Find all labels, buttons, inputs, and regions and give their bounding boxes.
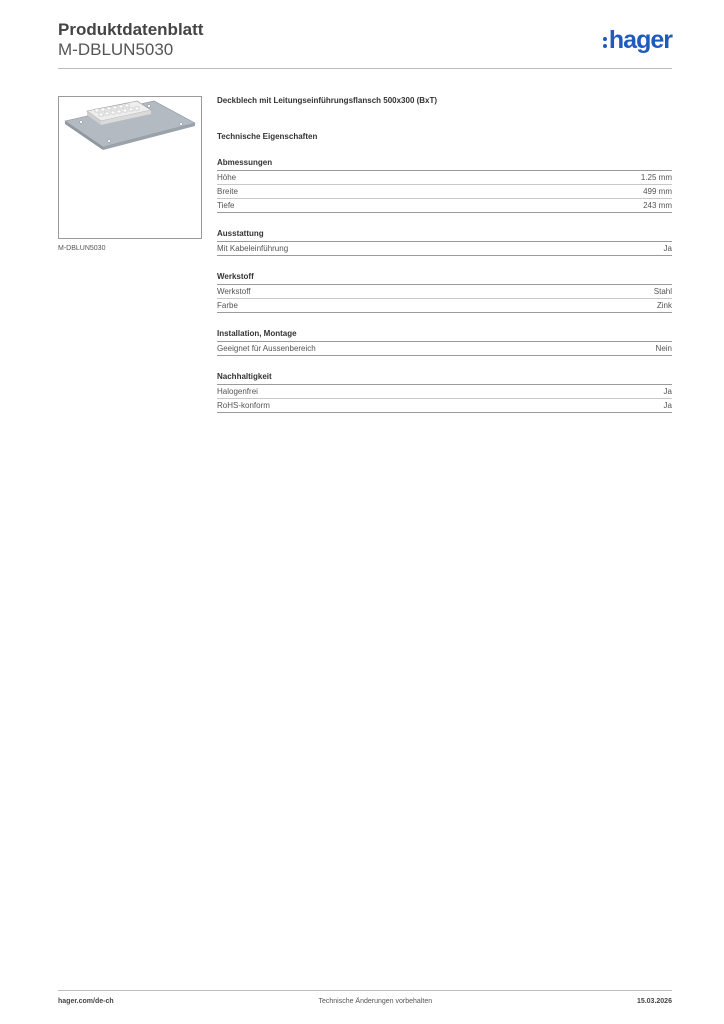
logo-text: hager xyxy=(608,26,672,54)
spec-row xyxy=(217,242,672,256)
spec-value: 499 mm xyxy=(643,187,672,196)
spec-group-title: Abmessungen xyxy=(217,158,672,171)
spec-value: Nein xyxy=(655,344,672,353)
spec-value: Stahl xyxy=(653,287,672,296)
spec-row xyxy=(217,171,672,185)
spec-value: Ja xyxy=(663,387,672,396)
spec-value: 1.25 mm xyxy=(640,173,672,182)
spec-group-dimensions xyxy=(217,158,672,213)
section-title-technical-properties: Technische Eigenschaften xyxy=(217,132,318,141)
spec-value: Zink xyxy=(656,301,672,310)
spec-group-installation xyxy=(217,329,672,356)
spec-label: Farbe xyxy=(217,301,238,310)
spec-row xyxy=(217,342,672,356)
spec-group-equipment xyxy=(217,229,672,256)
product-image-frame xyxy=(58,96,202,239)
document-subtitle: M-DBLUN5030 xyxy=(58,40,174,59)
spec-group-material xyxy=(217,272,672,313)
spec-group-sustainability xyxy=(217,372,672,413)
document-title: Produktdatenblatt xyxy=(58,20,204,39)
product-image-caption: M-DBLUN5030 xyxy=(58,245,106,252)
spec-label: Mit Kabeleinführung xyxy=(217,244,289,253)
product-description: Deckblech mit Leitungseinführungsflansch 500x300 (BxT) xyxy=(217,96,438,105)
spec-label: Höhe xyxy=(217,173,237,182)
footer-divider xyxy=(58,990,672,991)
logo-dots-icon xyxy=(603,37,607,48)
cover-plate-with-cable-entry-flange-image xyxy=(59,97,201,238)
spec-group-title: Ausstattung xyxy=(217,229,672,242)
spec-group-title: Nachhaltigkeit xyxy=(217,372,672,385)
spec-label: Tiefe xyxy=(217,201,235,210)
spec-row xyxy=(217,285,672,299)
spec-row xyxy=(217,199,672,213)
spec-group-title: Installation, Montage xyxy=(217,329,672,342)
spec-label: Werkstoff xyxy=(217,287,251,296)
spec-value: Ja xyxy=(663,244,672,253)
footer-date: 15.03.2026 xyxy=(636,998,672,1005)
spec-label: Geeignet für Aussenbereich xyxy=(217,344,316,353)
product-specifications xyxy=(217,96,672,413)
page-footer xyxy=(58,998,672,1005)
spec-row xyxy=(217,385,672,399)
spec-value: 243 mm xyxy=(643,201,672,210)
footer-notice: Technische Änderungen vorbehalten xyxy=(318,998,433,1005)
spec-label: RoHS-konform xyxy=(217,401,270,410)
hager-logo xyxy=(603,26,672,54)
header-divider xyxy=(58,68,672,69)
spec-row xyxy=(217,299,672,313)
spec-row xyxy=(217,185,672,199)
spec-row xyxy=(217,399,672,413)
page-header xyxy=(58,20,672,68)
footer-website-link[interactable]: hager.com/de-ch xyxy=(58,998,114,1005)
spec-value: Ja xyxy=(663,401,672,410)
spec-label: Halogenfrei xyxy=(217,387,258,396)
spec-label: Breite xyxy=(217,187,238,196)
spec-group-title: Werkstoff xyxy=(217,272,672,285)
